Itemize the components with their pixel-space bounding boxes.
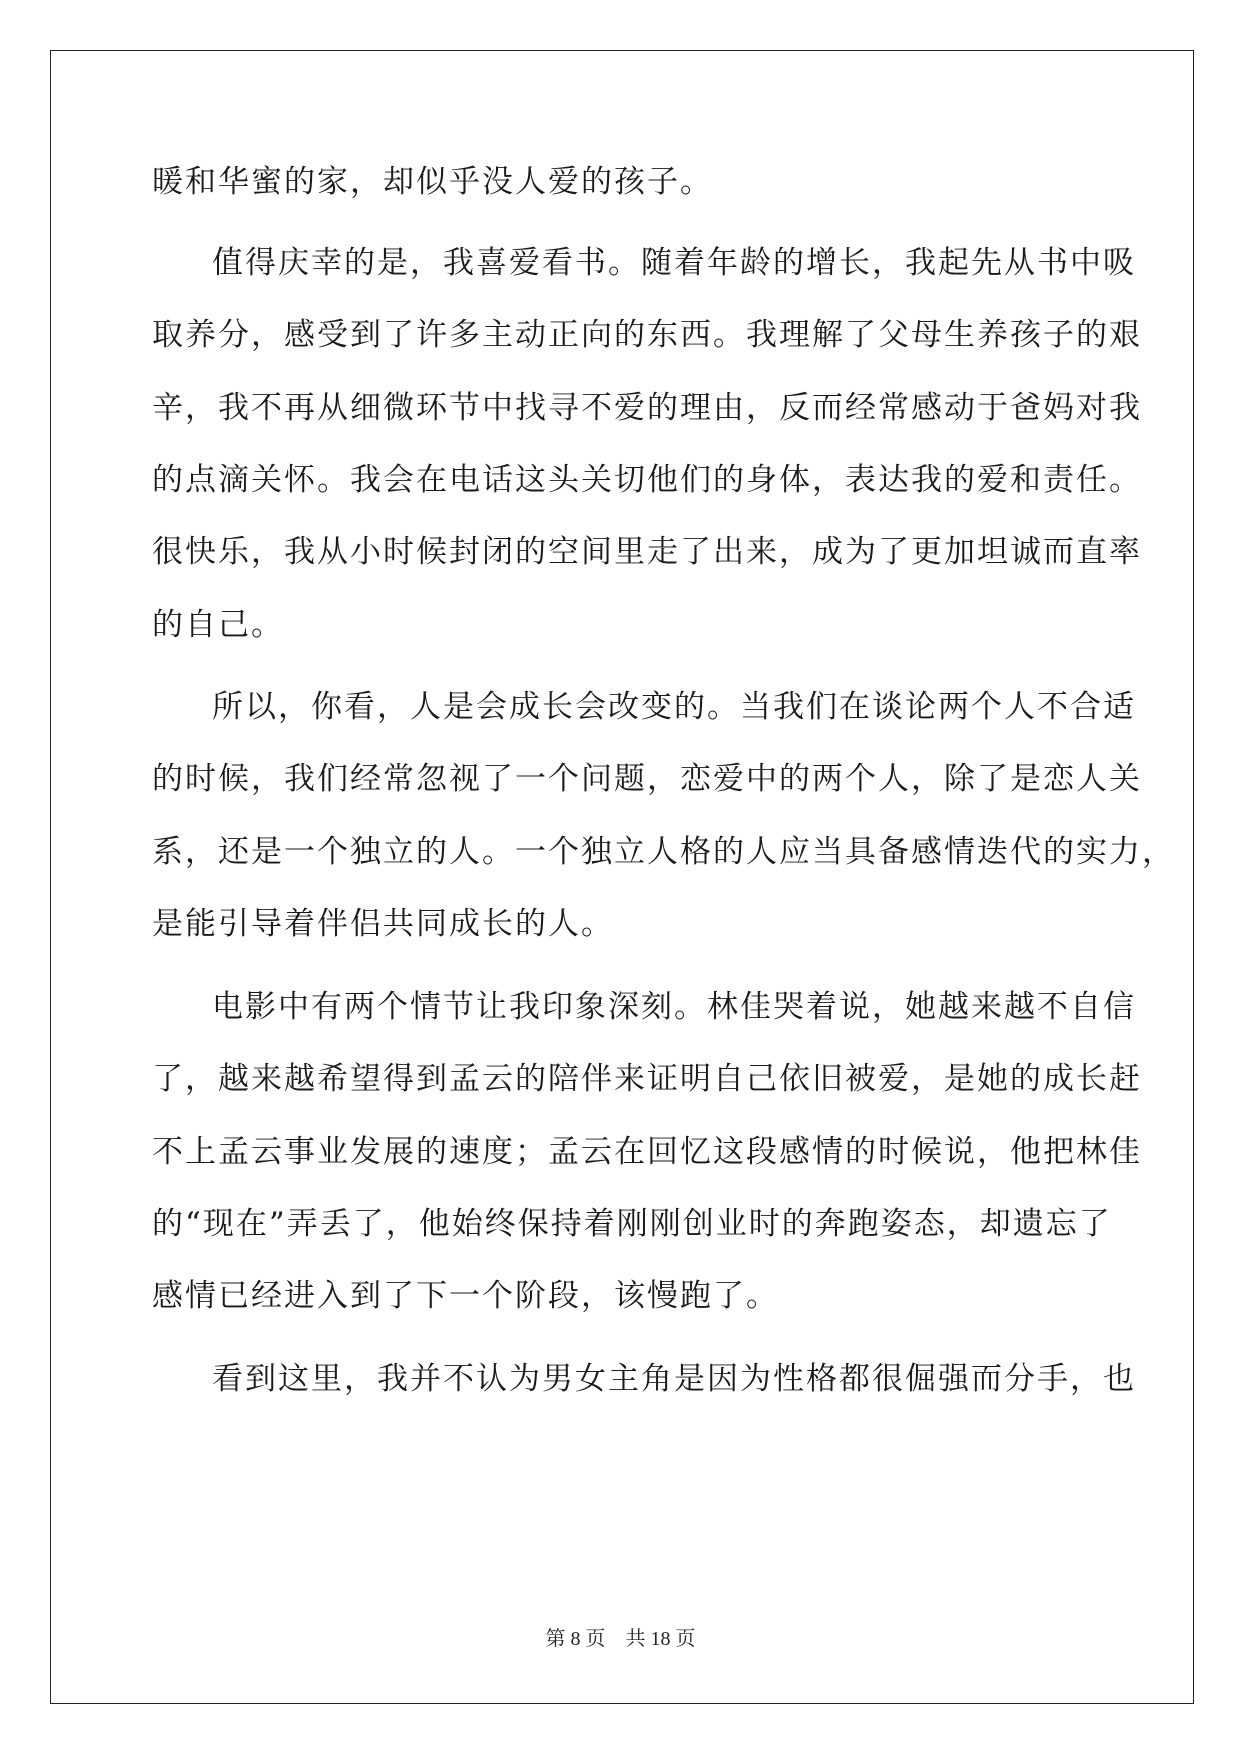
text-line: 感情已经进入到了下一个阶段，该慢跑了。	[152, 1278, 779, 1314]
page-number-footer	[0, 1627, 1241, 1651]
page-number-text: 第 8 页 共 18 页	[545, 1628, 696, 1650]
text-line: 不上孟云事业发展的速度；孟云在回忆这段感情的时候说，他把林佳	[152, 1134, 1142, 1170]
text-line: 值得庆幸的是，我喜爱看书。随着年龄的增长，我起先从书中吸	[212, 245, 1136, 281]
text-line: 的点滴关怀。我会在电话这头关切他们的身体，表达我的爱和责任。	[152, 462, 1142, 498]
text-line: 系，还是一个独立的人。一个独立人格的人应当具备感情迭代的实力，	[152, 834, 1175, 870]
text-line: 取养分，感受到了许多主动正向的东西。我理解了父母生养孩子的艰	[152, 317, 1142, 353]
text-line: 了，越来越希望得到孟云的陪伴来证明自己依旧被爱，是她的成长赶	[152, 1061, 1142, 1097]
text-line: 很快乐，我从小时候封闭的空间里走了出来，成为了更加坦诚而直率	[152, 534, 1142, 570]
page-border	[50, 50, 1194, 1704]
text-line: 辛，我不再从细微环节中找寻不爱的理由，反而经常感动于爸妈对我	[152, 390, 1142, 426]
text-line: 暖和华蜜的家，却似乎没人爱的孩子。	[152, 164, 713, 200]
text-line: 的时候，我们经常忽视了一个问题，恋爱中的两个人，除了是恋人关	[152, 761, 1142, 797]
text-line: 所以，你看，人是会成长会改变的。当我们在谈论两个人不合适	[212, 689, 1136, 725]
text-line: 的“现在”弄丢了，他始终保持着刚刚创业时的奔跑姿态，却遗忘了	[152, 1206, 1112, 1242]
text-line: 的自己。	[152, 607, 284, 643]
text-line: 电影中有两个情节让我印象深刻。林佳哭着说，她越来越不自信	[212, 989, 1136, 1025]
text-line: 是能引导着伴侣共同成长的人。	[152, 906, 614, 942]
text-line: 看到这里，我并不认为男女主角是因为性格都很倔强而分手，也	[212, 1361, 1136, 1397]
